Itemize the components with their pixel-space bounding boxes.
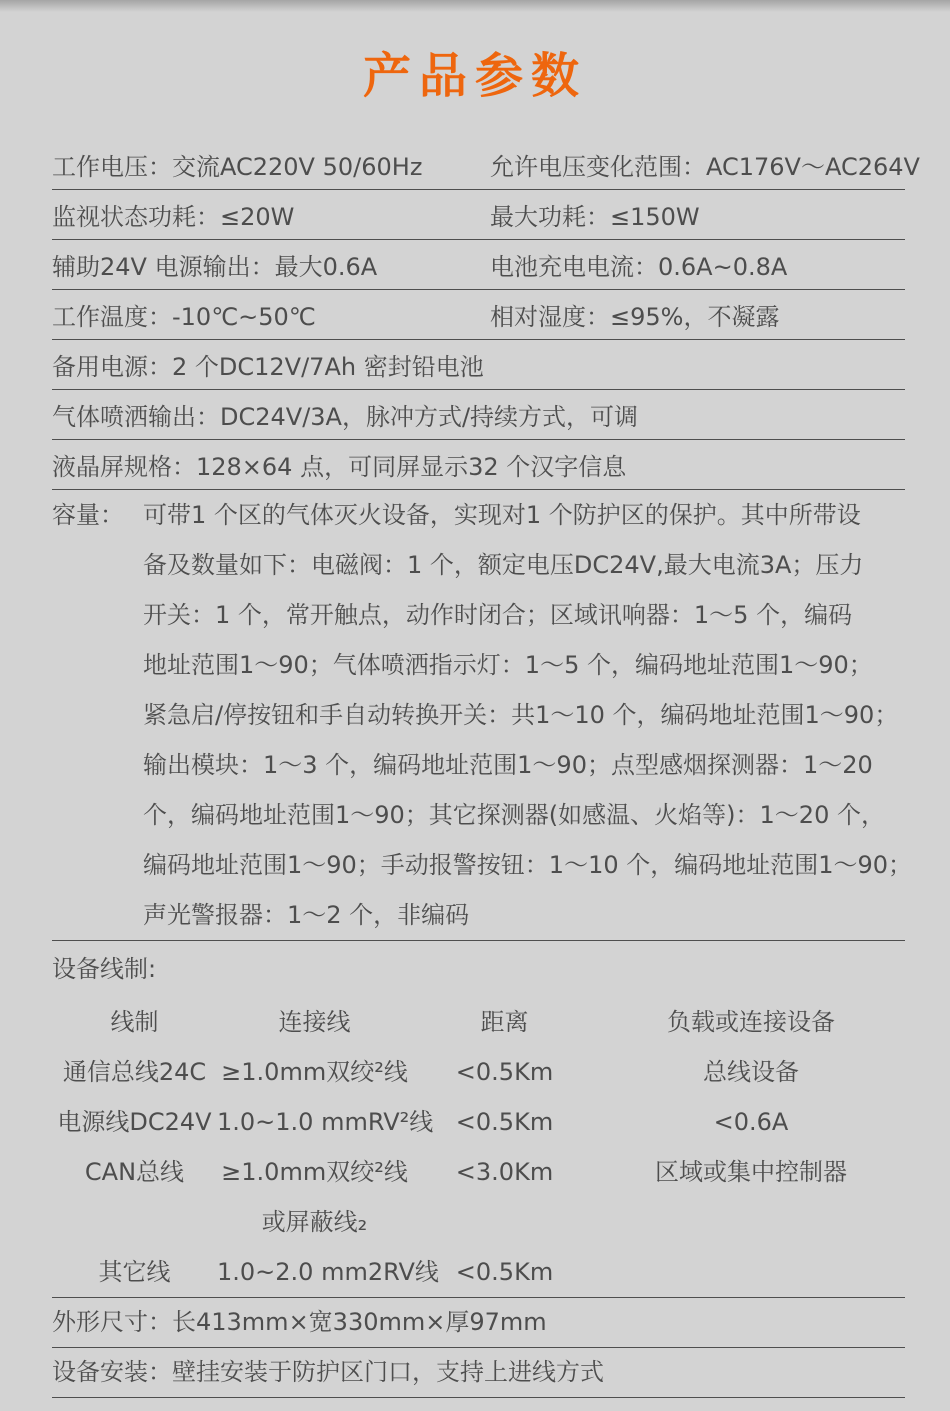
wiring-cell-load: 总线设备: [703, 1058, 799, 1086]
wiring-cell-wire-type: CAN总线: [84, 1158, 185, 1186]
page-title: 产品参数: [362, 48, 587, 104]
spec-row-aux-output: [52, 240, 905, 290]
wiring-row-other-line: [52, 1247, 905, 1297]
wiring-cell-wire-type: 通信总线24C: [62, 1058, 207, 1086]
capacity-line: 可带1 个区的气体灭火设备，实现对1 个防护区的保护。其中所带设: [143, 501, 861, 529]
wiring-cell-distance: <3.0Km: [455, 1158, 554, 1186]
spec-value: 外形尺寸：长413mm×宽330mm×厚97mm: [52, 1308, 547, 1336]
capacity-line: 输出模块：1～3 个，编码地址范围1～90；点型感烟探测器：1～20: [143, 751, 873, 779]
spec-value: 允许电压变化范围：AC176V～AC264V: [490, 153, 920, 181]
spec-row-operating-voltage: [52, 140, 920, 190]
wiring-cell-distance: <0.5Km: [455, 1058, 554, 1086]
wiring-header-load: 负载或连接设备: [667, 1008, 835, 1036]
capacity-section: [52, 490, 913, 941]
wiring-cell-wire-type: 电源线DC24V: [57, 1108, 212, 1136]
wiring-cable-line1: ≥1.0mm双绞²线: [221, 1158, 408, 1186]
spec-row-gas-spray-output: [52, 390, 905, 440]
spec-value: 最大功耗：≤150W: [490, 203, 700, 231]
wiring-cell-distance: <0.5Km: [455, 1108, 554, 1136]
wiring-cell-cable: [217, 1147, 412, 1247]
spec-row-lcd-spec: [52, 440, 905, 490]
capacity-line: 地址范围1～90；气体喷洒指示灯：1～5 个，编码地址范围1～90；: [143, 651, 873, 679]
wiring-header-cable: 连接线: [278, 1008, 351, 1036]
spec-value: 液晶屏规格：128×64 点，可同屏显示32 个汉字信息: [52, 453, 627, 481]
spec-row-backup-power: [52, 340, 905, 390]
wiring-section: [52, 941, 905, 1298]
capacity-paragraph: [143, 490, 912, 940]
top-shadow-gradient: [0, 0, 950, 12]
spec-row-dimensions: [52, 1298, 905, 1348]
wiring-header-wire-type: 线制: [110, 1008, 159, 1036]
spec-value: 电池充电电流：0.6A~0.8A: [490, 253, 788, 281]
capacity-line: 紧急启/停按钮和手自动转换开关：共1～10 个，编码地址范围1～90；: [143, 701, 899, 729]
capacity-line: 声光警报器：1～2 个，非编码: [143, 901, 470, 929]
wiring-row-comm-bus: [52, 1047, 905, 1097]
wiring-row-power-line: [52, 1097, 905, 1147]
wiring-cell-cable: 1.0~1.0 mmRV²线: [217, 1108, 434, 1136]
wiring-cable-line2: 或屏蔽线₂: [261, 1208, 368, 1236]
spec-value: 工作温度：-10℃~50℃: [52, 303, 316, 331]
wiring-cell-distance: <0.5Km: [455, 1258, 554, 1286]
spec-value: 监视状态功耗：≤20W: [52, 203, 295, 231]
wiring-cell-cable: 1.0~2.0 mm2RV线: [217, 1258, 439, 1286]
spec-value: 工作电压：交流AC220V 50/60Hz: [52, 153, 423, 181]
wiring-cell-cable: ≥1.0mm双绞²线: [221, 1058, 408, 1086]
spec-value: 备用电源：2 个DC12V/7Ah 密封铅电池: [52, 353, 484, 381]
capacity-line: 编码地址范围1～90；手动报警按钮：1～10 个，编码地址范围1～90；: [143, 851, 913, 879]
capacity-label: 容量：: [52, 501, 124, 529]
spec-value: 辅助24V 电源输出：最大0.6A: [52, 253, 378, 281]
capacity-line: 开关：1 个，常开触点，动作时闭合；区域讯响器：1～5 个，编码: [143, 601, 853, 629]
spec-value: 设备安装：壁挂安装于防护区门口，支持上进线方式: [52, 1358, 604, 1386]
wiring-row-can-bus: [52, 1147, 905, 1247]
capacity-line: 个，编码地址范围1～90；其它探测器(如感温、火焰等)：1～20 个，: [143, 801, 885, 829]
spec-row-temperature: [52, 290, 905, 340]
capacity-line: 备及数量如下：电磁阀：1 个，额定电压DC24V,最大电流3A；压力: [143, 551, 864, 579]
spec-value: 气体喷洒输出：DC24V/3A，脉冲方式/持续方式，可调: [52, 403, 639, 431]
wiring-cell-wire-type: 其它线: [98, 1258, 171, 1286]
spec-sheet: [52, 140, 920, 1398]
wiring-header-row: [52, 997, 905, 1047]
spec-value: 相对湿度：≤95%，不凝露: [490, 303, 780, 331]
wiring-header-distance: 距离: [480, 1008, 529, 1036]
spec-row-installation: [52, 1348, 905, 1398]
wiring-section-label: 设备线制:: [52, 955, 157, 983]
wiring-cell-load: 区域或集中控制器: [655, 1158, 847, 1186]
spec-row-standby-power: [52, 190, 905, 240]
wiring-cell-load: <0.6A: [713, 1108, 789, 1136]
